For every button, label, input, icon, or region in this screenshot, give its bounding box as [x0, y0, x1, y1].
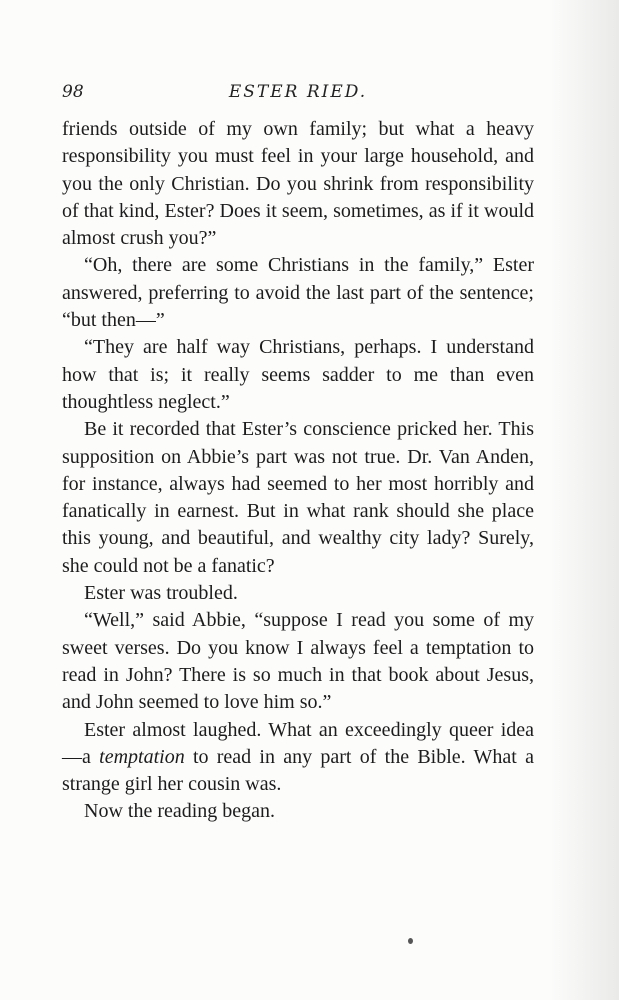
- paragraph: “Oh, there are some Christians in the family,” Ester answered, preferring to avoid the last part of the sentence; “but then—”: [62, 254, 534, 332]
- page-edge-shadow: [549, 0, 619, 1000]
- paragraph-text: to read in any part of the Bible. What a strange girl her cousin was.: [62, 745, 534, 796]
- running-head: [62, 80, 534, 110]
- body-text: [62, 116, 534, 826]
- paragraph: Ester was troubled.: [84, 582, 238, 605]
- italic-word: temptation: [99, 745, 185, 768]
- running-title: ESTER RIED.: [228, 82, 368, 102]
- paragraph: [62, 717, 534, 799]
- paragraph: friends outside of my own family; but what a heavy responsibility you must feel in your large household, and you the only Christian. Do you shrink from responsibility of that kind, Ester? Does it seem, sometimes, as if it would almost crush you?”: [62, 118, 534, 250]
- paragraph: “They are half way Christians, perhaps. I understand how that is; it really seems sadder to me than even thoughtless neglect.”: [62, 336, 534, 413]
- paragraph: Now the reading began.: [84, 800, 276, 823]
- paragraph-text: Ester almost laughed. What an exceedingly queer idea—a: [62, 718, 534, 768]
- paragraph: “Well,” said Abbie, “suppose I read you some of my sweet verses. Do you know I always feel a temptation to read in John? There is so much in that book about Jesus, and John seemed to love him so.”: [62, 609, 534, 714]
- ink-speck: [408, 938, 413, 944]
- paragraph: Be it recorded that Ester’s conscience pricked her. This supposition on Abbie’s part was not true. Dr. Van Anden, for instance, always had seemed to her most horribly and fanatically in earnest. But in what rank should she place this young, and beautiful, and wealthy city lady? Surely, she could not be a fanatic?: [62, 418, 534, 577]
- page-number: 98: [62, 82, 84, 102]
